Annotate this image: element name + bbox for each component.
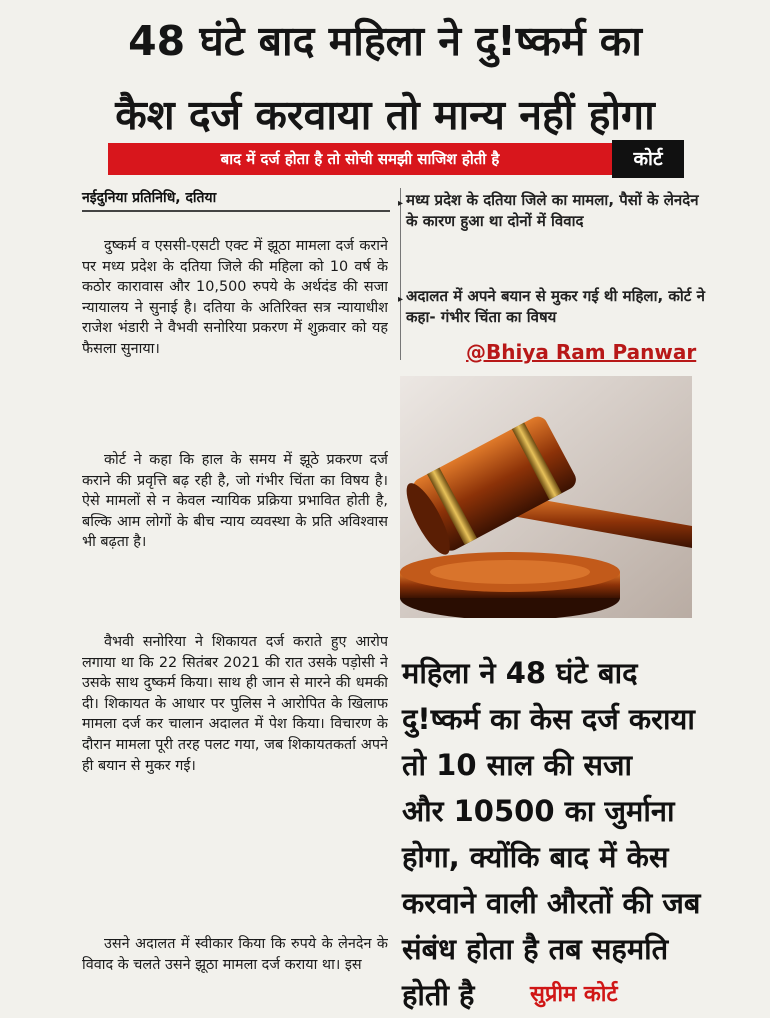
overlay-line: करवाने वाली औरतों की जब (402, 886, 701, 920)
sidebar-bullet-1-text: मध्य प्रदेश के दतिया जिले का मामला, पैसों के लेनदेन के कारण हुआ था दोनों में विवाद (406, 191, 699, 230)
sidebar-bullet-1 (398, 190, 706, 232)
court-tag: कोर्ट (612, 140, 684, 178)
overlay-line: और 10500 का जुर्माना (402, 794, 675, 828)
watermark-handle: @Bhiya Ram Panwar (466, 340, 697, 364)
byline-divider (82, 210, 390, 212)
sidebar-bullet-2 (398, 286, 706, 328)
sidebar-bullet-2-text: अदालत में अपने बयान से मुकर गई थी महिला, कोर्ट ने कहा- गंभीर चिंता का विषय (406, 287, 705, 326)
signature-supreme-court: सुप्रीम कोर्ट (530, 982, 618, 1007)
overlay-line: संबंध होता है तब सहमति (402, 932, 669, 966)
overlay-caption (402, 650, 770, 1018)
article-paragraph-4: उसने अदालत में स्वीकार किया कि रुपये के लेनदेन के विवाद के चलते उसने झूठा मामला दर्ज कराया था। इस (82, 936, 388, 973)
article-paragraph-1: दुष्कर्म व एससी-एसटी एक्ट में झूठा मामला दर्ज कराने पर मध्य प्रदेश के दतिया जिले की महिला को 10 वर्ष के कठोर कारावास और 10,500 रुपये के अर्थदंड की सजा न्यायालय ने सुनाई है। दतिया के अतिरिक्त सत्र न्यायाधीश राजेश भंडारी ने वैभवी सनोरिया प्रकरण में शुक्रवार को यह फैसला सुनाया। (82, 238, 388, 357)
bullet-marker-icon: ▸ (398, 198, 404, 209)
overlay-line: होती है (402, 978, 475, 1012)
overlay-line: होगा, क्योंकि बाद में केस (402, 840, 669, 874)
article-paragraph-2: कोर्ट ने कहा कि हाल के समय में झूठे प्रकरण दर्ज कराने की प्रवृत्ति बढ़ रही है, जो गंभीर चिंता का विषय है। ऐसे मामलों से न केवल न्यायिक प्रक्रिया प्रभावित होती है, बल्कि आम लोगों के बीच न्याय व्यवस्था के प्रति अविश्वास भी बढ़ता है। (82, 452, 388, 551)
byline: नईदुनिया प्रतिनिधि, दतिया (82, 190, 217, 206)
gavel-image (400, 376, 692, 618)
headline-line-1: 48 घंटे बाद महिला ने दु!ष्कर्म का (128, 17, 642, 65)
headline-line-2: कैश दर्ज करवाया तो मान्य नहीं होगा (115, 91, 655, 139)
subhead-red-bar: बाद में दर्ज होता है तो सोची समझी साजिश होती है (108, 143, 612, 175)
overlay-line: दु!ष्कर्म का केस दर्ज कराया (402, 702, 695, 736)
bullet-marker-icon: ▸ (398, 294, 404, 305)
overlay-line: महिला ने 48 घंटे बाद (402, 656, 638, 690)
gavel-icon (400, 376, 692, 618)
article-paragraph-3: वैभवी सनोरिया ने शिकायत दर्ज कराते हुए आरोप लगाया था कि 22 सितंबर 2021 की रात उसके पड़ोसी ने उसके साथ दुष्कर्म किया। साथ ही जान से मारने की धमकी दी। शिकायत के आधार पर पुलिस ने आरोपित के खिलाफ मामला दर्ज कर चालान अदालत में पेश किया। विचारण के दौरान मामला पूरी तरह पलट गया, जब शिकायतकर्ता अपने ही बयान से मुकर गई। (82, 634, 388, 774)
overlay-line: तो 10 साल की सजा (402, 748, 632, 782)
